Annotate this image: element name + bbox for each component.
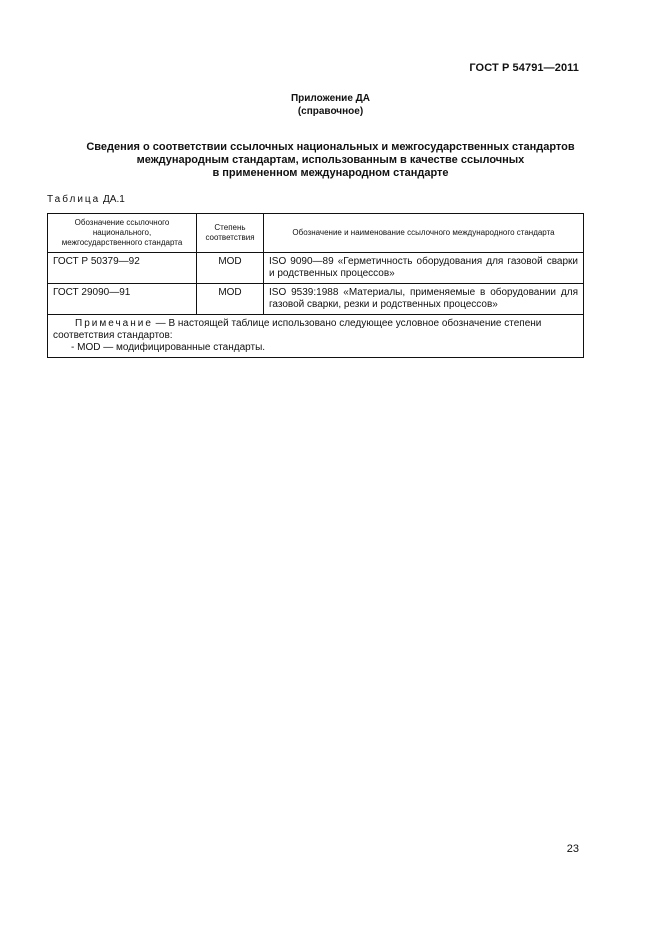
standards-table [47, 213, 584, 358]
table-header-row [48, 214, 584, 253]
cell-national-standard: ГОСТ Р 50379—92 [48, 253, 197, 284]
cell-international-standard: ISO 9539:1988 «Материалы, применяемые в оборудовании для газовой сварки, резки и родственных процессов» [264, 284, 584, 315]
heading-line-2: международным стандартам, использованным в качестве ссылочных [136, 154, 525, 166]
table-caption [47, 194, 125, 205]
table-row [48, 253, 584, 284]
cell-national-standard: ГОСТ 29090—91 [48, 284, 197, 315]
table-row [48, 284, 584, 315]
heading-line-3: в примененном международном стандарте [212, 167, 449, 179]
appendix-title: Приложение ДА [290, 93, 371, 104]
cell-degree: MOD [197, 284, 264, 315]
section-heading [60, 141, 601, 180]
table-caption-word: Таблица [47, 194, 101, 205]
header-degree: Степень соответствия [197, 214, 264, 253]
note-item: - MOD — модифицированные стандарты. [71, 342, 266, 353]
table-note [48, 315, 584, 358]
table-caption-number: ДА.1 [103, 194, 125, 205]
header-national-standard: Обозначение ссылочного национального, межгосударственного стандарта [48, 214, 197, 253]
note-dash: — [155, 318, 166, 329]
table-note-row [48, 315, 584, 358]
cell-international-standard: ISO 9090—89 «Герметичность оборудования для газовой сварки и родственных процессов» [264, 253, 584, 284]
note-text: В настоящей таблице использовано следующее условное обозначение степени соответствия стандартов: [53, 318, 542, 341]
appendix-subtitle: (справочное) [297, 106, 364, 117]
page-number: 23 [566, 843, 579, 855]
note-label: Примечание [75, 318, 153, 329]
document-code: ГОСТ Р 54791—2011 [469, 62, 579, 74]
cell-degree: MOD [197, 253, 264, 284]
heading-line-1: Сведения о соответствии ссылочных национальных и межгосударственных стандартов [86, 141, 575, 153]
header-international-standard: Обозначение и наименование ссылочного международного стандарта [264, 214, 584, 253]
